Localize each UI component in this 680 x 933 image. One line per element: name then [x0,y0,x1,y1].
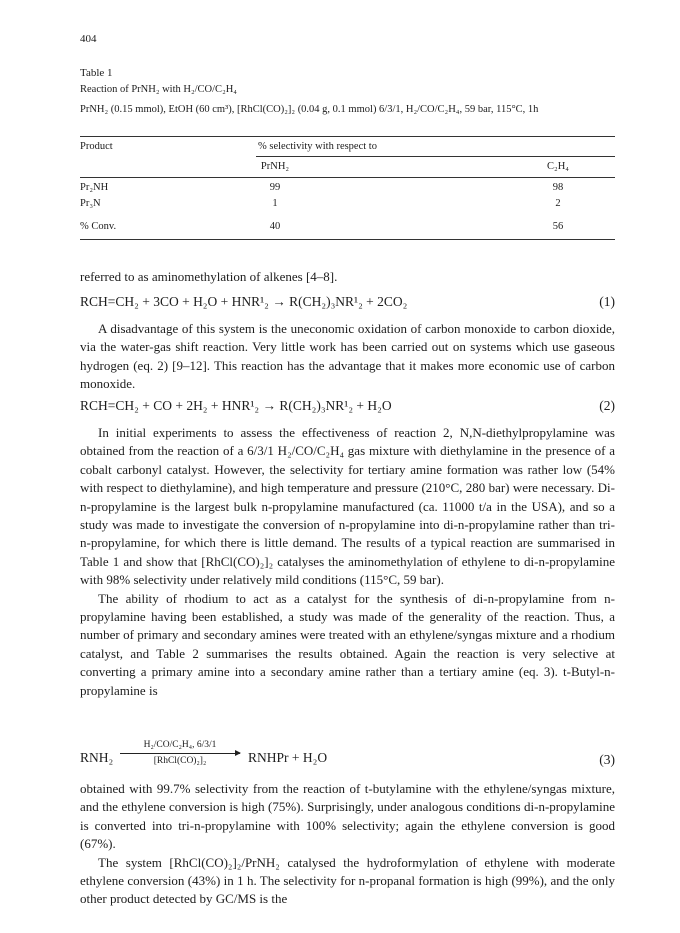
table-conv-prnh2: 40 [269,221,281,232]
table-conditions: PrNH₂ (0.15 mmol), EtOH (60 cm³), [RhCl(CO)₂]₂ (0.04 g, 0.1 mmol) 6/3/1, H₂/CO/C₂H₄, 59 bar, 115°C, 1h [80,104,539,115]
table-row-product: Pr₂NH [80,182,109,193]
equation-2-number: (2) [599,398,615,413]
table-top-rule [80,136,615,137]
table-row-product: Pr₃N [80,198,101,209]
equation-3-catalyst: [RhCl(CO)₂]₂ [153,756,207,766]
equation-2 [80,398,615,418]
table-header-c2h4: C₂H₄ [547,161,569,172]
equation-3-conditions: H₂/CO/C₂H₄, 6/3/1 [143,740,217,750]
table-title: Table 1 [80,67,113,79]
reaction-arrow-icon [120,753,240,754]
table-row-c2h4: 2 [555,198,561,209]
equation-3-number: (3) [599,752,615,767]
equation-1-number: (1) [599,294,615,309]
equation-3-product: RNHPr + H₂O [248,750,328,765]
table-row-prnh2: 1 [272,198,278,209]
equation-3 [80,740,615,774]
table-bottom-rule [80,239,615,240]
body-line-1: referred to as aminomethylation of alkenes [4–8]. [80,269,338,284]
table-conv-c2h4: 56 [552,221,564,232]
paragraph-3: The ability of rhodium to act as a catalyst for the synthesis of di-n-propylamine from n-propylamine having been established, a study was made of the generality of the reaction. Thus, a number of primary and secondary amines were treated with an ethylene/syngas mixture and a rhodium catalyst, and Table 2 summarises the results obtained. Again the reaction is very selective at converting a primary amine into a secondary amine rather than a tertiary amine (eq. 3). t-Butyl-n-propylamine is [80,590,615,698]
paragraph-5: The system [RhCl(CO)₂]₂/PrNH₂ catalysed the hydroformylation of ethylene with moderate ethylene conversion (43%) in 1 h. The selectivity for n-propanal formation is high (99%), and the only other product detected by GC/MS is the [80,854,615,907]
table-header-prnh2: PrNH₂ [260,161,290,172]
table-row-c2h4: 98 [552,182,564,193]
table-header-selectivity: % selectivity with respect to [258,141,377,152]
equation-3-arrow [120,740,240,767]
table-row-prnh2: 99 [269,182,281,193]
equation-1 [80,294,615,314]
equation-2-text: RCH=CH₂ + CO + 2H₂ + HNR¹₂ → R(CH₂)₃NR¹₂ + H₂O [80,398,392,413]
page-number: 404 [80,33,97,45]
table-conv-label: % Conv. [80,221,117,232]
table-header-product: Product [80,141,113,152]
equation-1-text: RCH=CH₂ + 3CO + H₂O + HNR¹₂ → R(CH₂)₃NR¹₂ + 2CO₂ [80,294,408,309]
table-caption: Reaction of PrNH₂ with H₂/CO/C₂H₄ [80,84,237,95]
paragraph-1: A disadvantage of this system is the uneconomic oxidation of carbon monoxide to carbon dioxide, via the water-gas shift reaction. Very little work has been carried out on systems which use gaseous hydrogen (eq. 2) [9–12]. This reaction has the advantage that it makes more economic use of carbon monoxide. [80,321,615,392]
equation-3-reactant: RNH₂ [80,750,114,765]
paragraph-2: In initial experiments to assess the effectiveness of reaction 2, N,N-diethylpropylamine was obtained from the reaction of a 6/3/1 H₂/CO/C₂H₄ gas mixture with diethylamine in the presence of a cobalt carbonyl catalyst. However, the selectivity for tertiary amine formation was rather low (54% with respect to diethylamine), and high temperature and pressure (210°C, 280 bar) were necessary. Di-n-propylamine is the largest bulk n-propylamine manufactured (ca. 11000 t/a in the USA), and so a study was made to investigate the conversion of n-propylamine into di-n-propylamine rather than tri-n-propylamine, for which there is little demand. The results of a typical reaction are summarised in Table 1 and show that [RhCl(CO)₂]₂ catalyses the aminomethylation of ethylene to di-n-propylamine with 98% selectivity under relatively mild conditions (115°C, 59 bar). [80,425,615,588]
paragraph-4: obtained with 99.7% selectivity from the reaction of t-butylamine with the ethylene/syngas mixture, and the ethylene conversion is high (75%). Surprisingly, under analogous conditions di-n-propylamine is converted into tri-n-propylamine with 100% selectivity; again the ethylene conversion is good (67%). [80,781,615,852]
table-header-rule [80,177,615,178]
table-header-subrule [256,156,615,157]
